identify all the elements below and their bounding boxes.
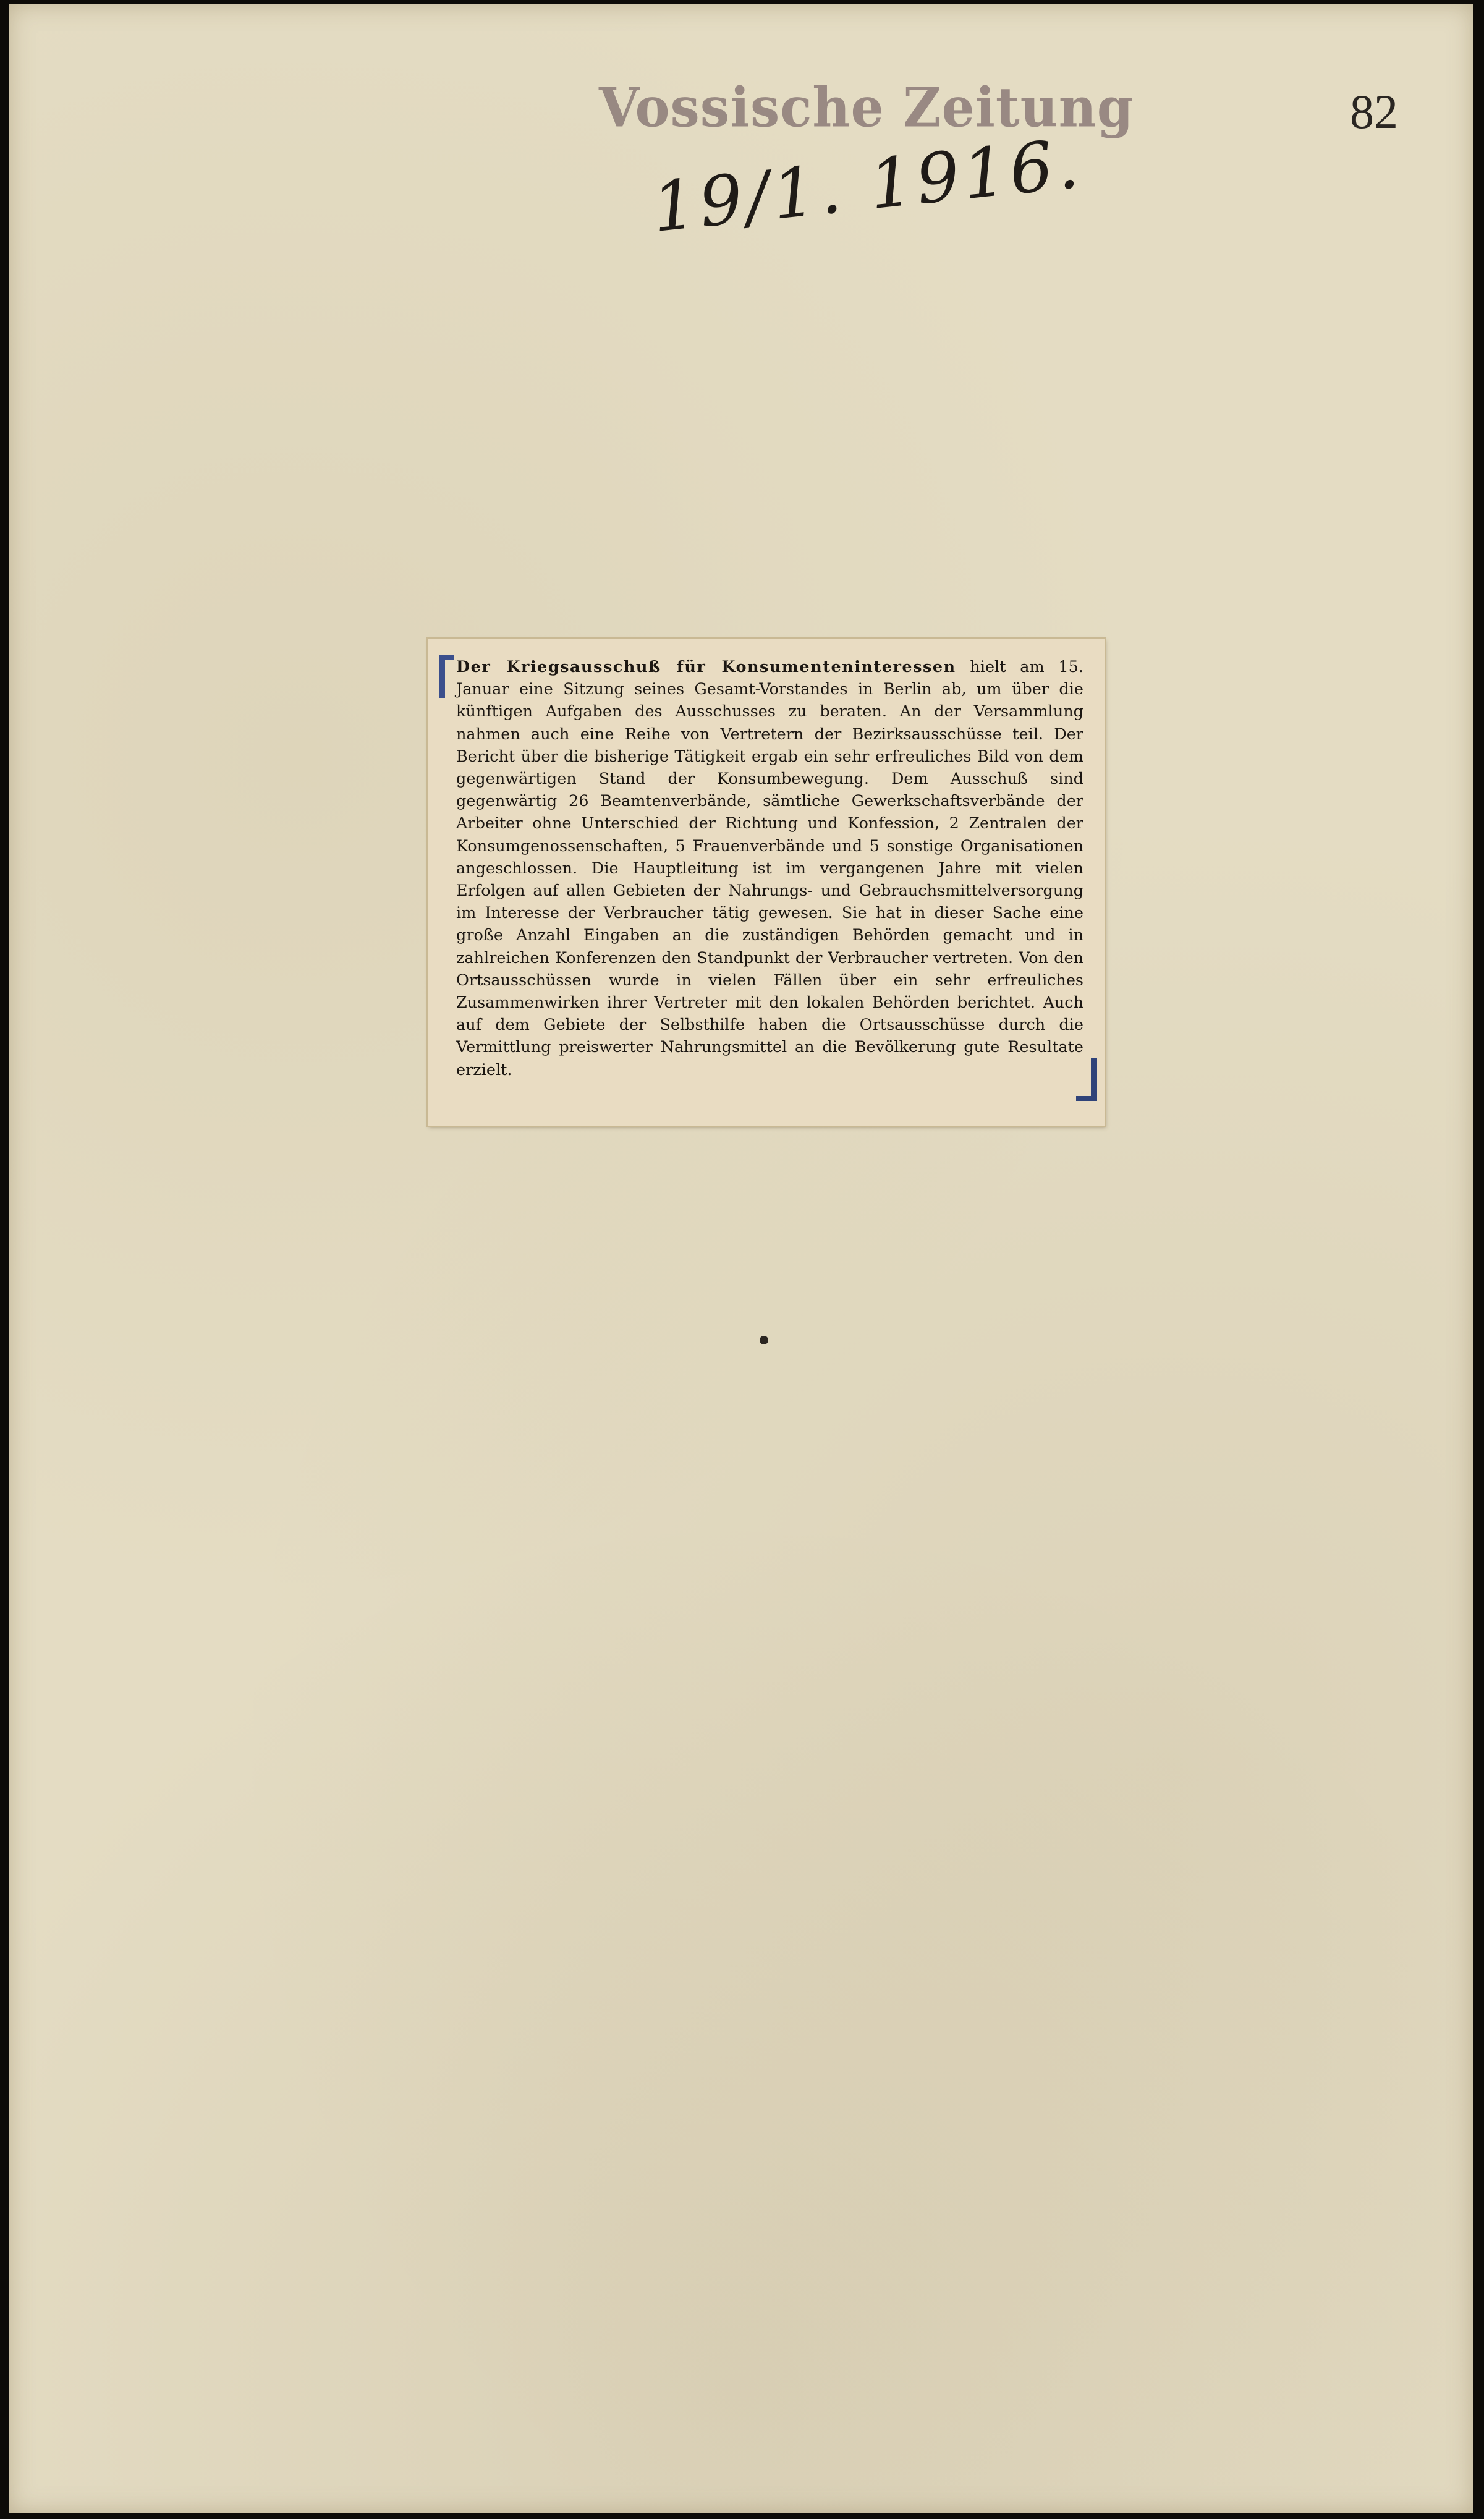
- clipping-heading: Der Kriegsausschuß für Konsumenteninteressen: [456, 658, 956, 676]
- handwritten-date: 19/1. 1916.: [648, 123, 1086, 248]
- ink-dot: [760, 1336, 768, 1344]
- blue-pencil-bracket-top-left: [439, 655, 454, 698]
- page-number: 82: [1350, 85, 1398, 138]
- clipping-article: [456, 656, 1083, 1081]
- clipping-body: hielt am 15. Januar eine Sitzung seines Gesamt-Vorstandes in Berlin ab, um über die künftigen Aufgaben des Ausschusses zu beraten. An der Versammlung nahmen auch eine Reihe von Vertretern der Bezirksausschüsse teil. Der Bericht über die bisherige Tätigkeit ergab ein sehr erfreuliches Bild von dem gegenwärtigen Stand der Konsumbewegung. Dem Ausschuß sind gegenwärtig 26 Beamtenverbände, sämtliche Gewerkschaftsverbände der Arbeiter ohne Unterschied der Richtung und Konfession, 2 Zentralen der Konsumgenossenschaften, 5 Frauenverbände und 5 sonstige Organisationen angeschlossen. Die Hauptleitung ist im vergangenen Jahre mit vielen Erfolgen auf allen Gebieten der Nahrungs- und Gebrauchsmittelversorgung im Interesse der Verbraucher tätig gewesen. Sie hat in dieser Sache eine große Anzahl Eingaben an die zuständigen Behörden gemacht und in zahlreichen Konferenzen den Standpunkt der Verbraucher vertreten. Von den Ortsausschüssen wurde in vielen Fällen über ein sehr erfreuliches Zusammenwirken ihrer Vertreter mit den lokalen Behörden berichtet. Auch auf dem Gebiete der Selbsthilfe haben die Ortsausschüsse durch die Vermittlung preiswerter Nahrungsmittel an die Bevölkerung gute Resultate erzielt.: [456, 658, 1083, 1079]
- newspaper-clipping: [428, 639, 1105, 1126]
- blue-pencil-bracket-bottom-right: [1076, 1058, 1097, 1101]
- archive-sheet: [9, 4, 1473, 2513]
- newspaper-stamp: Vossische Zeitung: [599, 75, 1134, 140]
